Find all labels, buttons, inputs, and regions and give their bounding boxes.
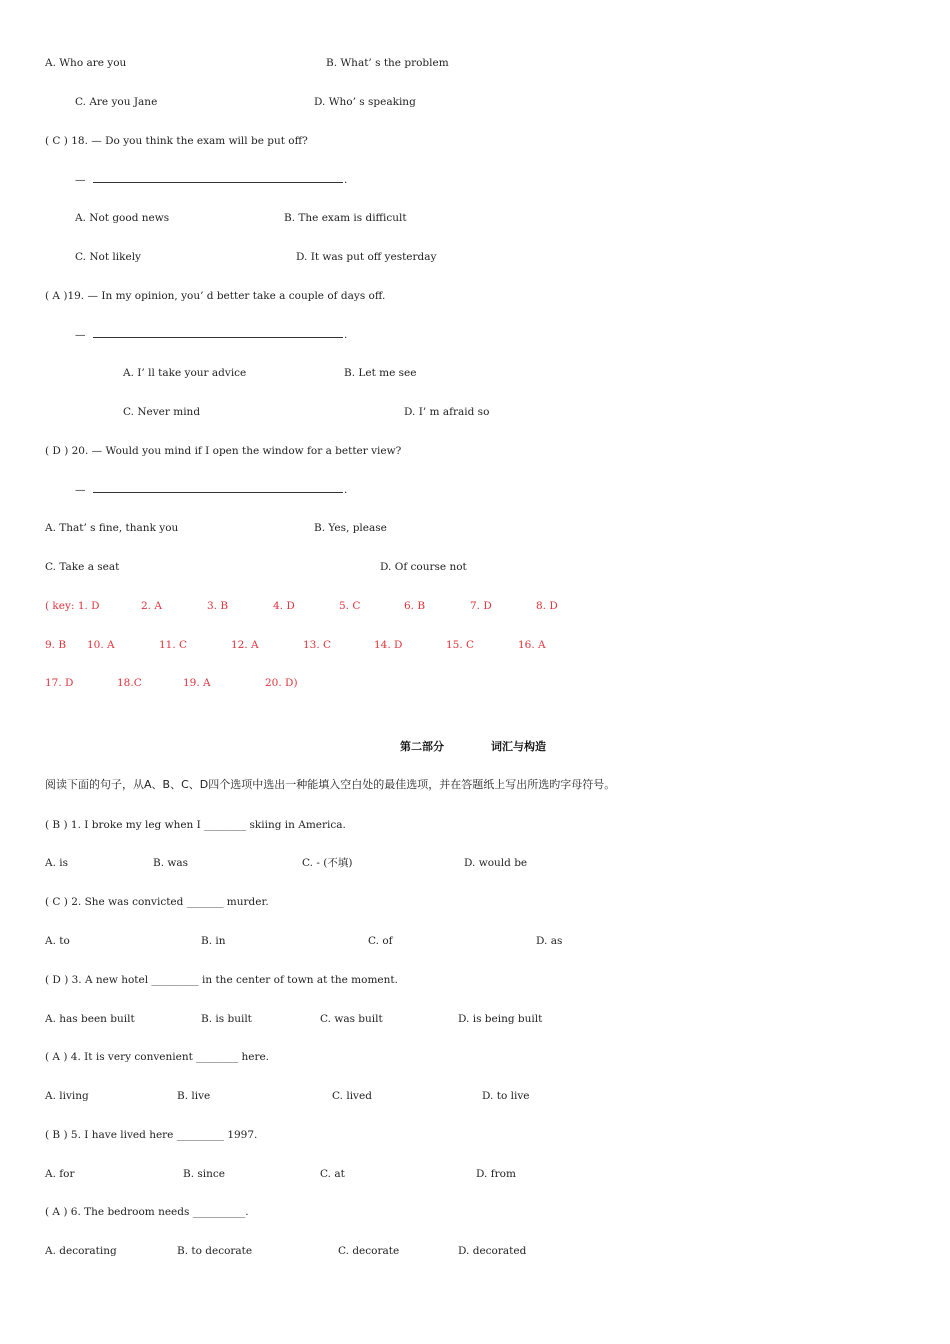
q18-option-d: D. It was put off yesterday bbox=[296, 251, 437, 263]
p2-q3-stem: ( D ) 3. A new hotel _________ in the center of town at the moment. bbox=[45, 974, 398, 986]
p2-q1-option-d: D. would be bbox=[464, 857, 528, 869]
p2-q1-option-a: A. is bbox=[45, 857, 69, 869]
p2-q6-option-c: C. decorate bbox=[338, 1245, 400, 1257]
p2-q2-option-d: D. as bbox=[536, 935, 563, 947]
q18-answer-blank bbox=[93, 182, 343, 183]
answer-key-item: 8. D bbox=[536, 600, 558, 612]
section-heading-title: 词汇与构造 bbox=[491, 740, 546, 753]
q19-answer-blank bbox=[93, 337, 343, 338]
answer-key-item: 14. D bbox=[374, 639, 403, 651]
p2-q2-option-c: C. of bbox=[368, 935, 393, 947]
q18-option-c: C. Not likely bbox=[75, 251, 141, 263]
p2-q5-option-d: D. from bbox=[476, 1168, 516, 1180]
p2-q6-stem: ( A ) 6. The bedroom needs __________. bbox=[45, 1206, 249, 1218]
q19-option-b: B. Let me see bbox=[344, 367, 417, 379]
p2-q5-option-a: A. for bbox=[45, 1168, 75, 1180]
p2-q4-stem: ( A ) 4. It is very convenient ________ here. bbox=[45, 1051, 270, 1063]
answer-key-item: 2. A bbox=[141, 600, 162, 612]
answer-key-item: 11. C bbox=[159, 639, 188, 651]
section-heading-part: 第二部分 bbox=[400, 740, 444, 753]
answer-key-item: 9. B bbox=[45, 639, 67, 651]
answer-key-item: 12. A bbox=[231, 639, 259, 651]
p2-q4-option-b: B. live bbox=[177, 1090, 211, 1102]
answer-key-item: ( key: 1. D bbox=[45, 600, 100, 612]
q20-option-b: B. Yes, please bbox=[314, 522, 387, 534]
q20-answer-blank bbox=[93, 492, 343, 493]
q19-stem: ( A )19. — In my opinion, you’ d better take a couple of days off. bbox=[45, 290, 386, 302]
answer-key-item: 10. A bbox=[87, 639, 115, 651]
p2-q1-option-b: B. was bbox=[153, 857, 189, 869]
section-instructions: 阅读下面的句子，从A、B、C、D四个选项中选出一种能填入空白处的最佳选项，并在答题纸上写出所选旳字母符号。 bbox=[45, 778, 616, 791]
p2-q5-option-b: B. since bbox=[183, 1168, 225, 1180]
answer-key-item: 5. C bbox=[339, 600, 361, 612]
q17-option-b: B. What’ s the problem bbox=[326, 57, 449, 69]
p2-q6-option-b: B. to decorate bbox=[177, 1245, 253, 1257]
answer-key-item: 4. D bbox=[273, 600, 295, 612]
p2-q4-option-c: C. lived bbox=[332, 1090, 372, 1102]
p2-q4-option-a: A. living bbox=[45, 1090, 89, 1102]
p2-q6-option-d: D. decorated bbox=[458, 1245, 527, 1257]
p2-q1-stem: ( B ) 1. I broke my leg when I ________ skiing in America. bbox=[45, 819, 346, 831]
p2-q1-option-c: C. - (不填) bbox=[302, 857, 353, 869]
p2-q3-option-d: D. is being built bbox=[458, 1013, 543, 1025]
answer-key-item: 20. D) bbox=[265, 677, 298, 689]
q17-option-a: A. Who are you bbox=[45, 57, 127, 69]
answer-key-item: 3. B bbox=[207, 600, 229, 612]
answer-key-item: 7. D bbox=[470, 600, 492, 612]
answer-key-item: 15. C bbox=[446, 639, 475, 651]
answer-key-item: 19. A bbox=[183, 677, 211, 689]
p2-q3-option-c: C. was built bbox=[320, 1013, 383, 1025]
p2-q6-option-a: A. decorating bbox=[45, 1245, 117, 1257]
p2-q2-stem: ( C ) 2. She was convicted _______ murder. bbox=[45, 896, 269, 908]
q18-option-b: B. The exam is difficult bbox=[284, 212, 407, 224]
q19-answer-dash: — bbox=[75, 329, 86, 341]
p2-q3-option-b: B. is built bbox=[201, 1013, 252, 1025]
p2-q2-option-b: B. in bbox=[201, 935, 226, 947]
p2-q3-option-a: A. has been built bbox=[45, 1013, 135, 1025]
q18-answer-dash: — bbox=[75, 174, 86, 186]
answer-key-item: 6. B bbox=[404, 600, 426, 612]
q20-option-d: D. Of course not bbox=[380, 561, 467, 573]
q18-option-a: A. Not good news bbox=[75, 212, 170, 224]
q20-answer-period: . bbox=[344, 484, 348, 496]
answer-key-item: 17. D bbox=[45, 677, 74, 689]
q17-option-d: D. Who’ s speaking bbox=[314, 96, 416, 108]
q20-stem: ( D ) 20. — Would you mind if I open the window for a better view? bbox=[45, 445, 402, 457]
answer-key-item: 16. A bbox=[518, 639, 546, 651]
answer-key-item: 18.C bbox=[117, 677, 142, 689]
p2-q5-option-c: C. at bbox=[320, 1168, 345, 1180]
q20-option-a: A. That’ s fine, thank you bbox=[45, 522, 179, 534]
p2-q4-option-d: D. to live bbox=[482, 1090, 530, 1102]
p2-q2-option-a: A. to bbox=[45, 935, 70, 947]
q20-answer-dash: — bbox=[75, 484, 86, 496]
q19-option-a: A. I’ ll take your advice bbox=[123, 367, 247, 379]
p2-q5-stem: ( B ) 5. I have lived here _________ 1997. bbox=[45, 1129, 258, 1141]
q19-option-d: D. I’ m afraid so bbox=[404, 406, 490, 418]
q18-stem: ( C ) 18. — Do you think the exam will be put off? bbox=[45, 135, 308, 147]
q19-answer-period: . bbox=[344, 329, 348, 341]
q18-answer-period: . bbox=[344, 174, 348, 186]
q20-option-c: C. Take a seat bbox=[45, 561, 120, 573]
q19-option-c: C. Never mind bbox=[123, 406, 201, 418]
q17-option-c: C. Are you Jane bbox=[75, 96, 158, 108]
answer-key-item: 13. C bbox=[303, 639, 332, 651]
